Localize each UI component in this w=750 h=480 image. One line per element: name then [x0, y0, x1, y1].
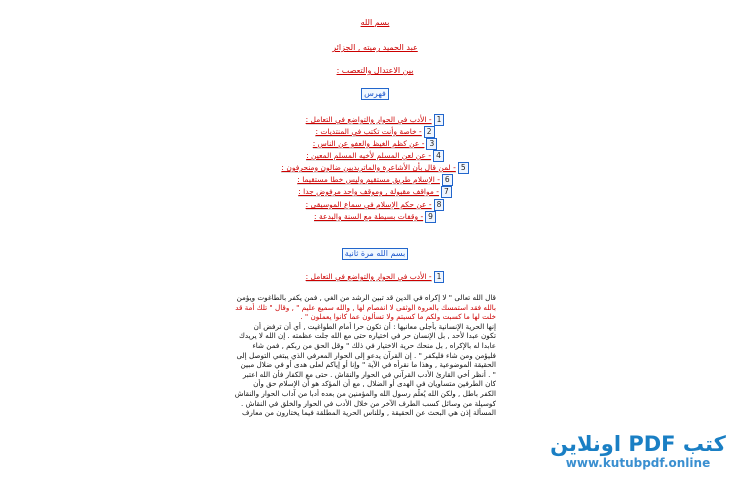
- basmala-text: بسم الله: [360, 18, 390, 27]
- section-heading: [0, 271, 750, 283]
- toc-item[interactable]: [0, 174, 750, 186]
- second-basmala-text: بسم الله مرة ثانية: [342, 248, 408, 260]
- subject-text: بين الاعتدال والتعصب :: [336, 66, 414, 75]
- toc-item-text: - عن لعن المسلم لأخيه المسلم المعين :: [306, 151, 432, 160]
- basmala-line: [0, 18, 750, 28]
- toc-item-number: 5: [458, 162, 469, 174]
- body-line: " . أنظر أخي القارئ الأدب القرآني في الحوار والنقاش . حتى مع الكفار فأن الله اعتبر: [242, 369, 496, 379]
- watermark-title: كتب PDF اونلاين: [550, 432, 726, 456]
- toc-item-text: - وقفات بسيطة مع السنة والبدعة :: [314, 212, 424, 221]
- body-line: قال الله تعالى " لا إكراه في الدين قد تبين الرشد من الغي , فمن يكفر بالطاغوت ويؤمن: [236, 293, 496, 302]
- section-heading-text: - الأدب في الحوار والتواضع في التعامل :: [305, 272, 432, 281]
- author-line: [0, 43, 750, 53]
- toc-item-number: 2: [424, 126, 435, 138]
- toc-item-text: - عن كظم الغيظ والعفو عن الناس :: [312, 139, 425, 148]
- watermark: [538, 432, 738, 470]
- body-line: خلت لها ما كسبت ولكم ما كسبتم ولا تسألون عما كانوا يعملون " .: [300, 312, 496, 322]
- toc-item-number: 3: [426, 138, 437, 150]
- index-heading: [0, 88, 750, 100]
- toc-item-text: - لمن قال بأن الأشاعرة والماتريديين ضالون ومنحرفون :: [281, 163, 456, 172]
- toc-item[interactable]: [0, 211, 750, 223]
- author-text: عبد الحميد رميته , الجزائر: [332, 43, 418, 52]
- body-line: كوسيلة من وسائل كسب الطرف الآخر من خلال الأدب في الحوار والخلق في النقاش .: [241, 398, 496, 408]
- watermark-url: www.kutubpdf.online: [565, 456, 711, 470]
- body-line: تكون عبدا لأحد , بل الإنسان حر في اختياره حتى مع الله جلت عظمته . إن الله لا يريدك: [238, 331, 496, 341]
- toc-item-text: - مواقف مقبولة , وموقف واحد مرفوض جدا :: [298, 187, 439, 196]
- toc-item[interactable]: [0, 126, 750, 138]
- toc-item-text: - الإسلام طريق مستقيم وليس خطا مستقيما :: [297, 175, 440, 184]
- second-basmala-line: [0, 248, 750, 260]
- body-line: فليؤمن ومن شاء فليكفر " . إن القرآن يدعو إلى الحوار المعرفي الذي يبتغي التوصل إلى: [236, 350, 496, 360]
- toc-item-text: - خاصة وأنت تكتب في المنتديات :: [315, 127, 422, 136]
- toc-item[interactable]: [0, 162, 750, 174]
- toc-item-number: 9: [425, 211, 436, 223]
- toc-item-number: 1: [434, 114, 445, 126]
- subject-line: [0, 66, 750, 76]
- toc-item-text: - الأدب في الحوار والتواضع في التعامل :: [305, 115, 432, 124]
- body-line: بالله فقد استمسك بالعروة الوثقى لا انفصام لها , والله سميع عليم " , وقال " تلك أمة قد: [235, 302, 496, 312]
- body-line: المسألة إذن هي البحث عن الحقيقة , وللناس الحرية المطلقة فيما يختارون من معارف: [241, 408, 496, 418]
- toc-item-text: - عن حكم الإسلام في سماع الموسيقى :: [305, 200, 432, 209]
- toc-item[interactable]: [0, 150, 750, 162]
- body-line: الكفر باطل , ولكن الله يُعلّم رسول الله والمؤمنين من بعده أدبا من آداب الحوار والنقاش: [234, 388, 496, 398]
- toc-item-number: 8: [434, 199, 445, 211]
- toc-item[interactable]: [0, 199, 750, 211]
- toc-item-number: 4: [433, 150, 444, 162]
- toc-item-number: 7: [441, 186, 452, 198]
- toc-item[interactable]: [0, 114, 750, 126]
- toc-item[interactable]: [0, 138, 750, 150]
- toc-item[interactable]: [0, 186, 750, 198]
- body-line: إنها الحرية الإنسانية بأجلى معانيها : أن تكون حرا أمام الطواغيت , أي أن ترفض أن: [253, 321, 496, 331]
- body-line: عابدا له بالإكراه , بل منحك حرية الاختيار في ذلك " وقل الحق من ربكم , فمن شاء: [252, 340, 496, 350]
- toc-item-number: 6: [442, 174, 453, 186]
- index-label: فهرس: [361, 88, 389, 100]
- body-line: الحقيقة الموضوعية , وهذا ما نقرأه في الآية " وإنا أو إياكم لعلى هدى أو في ضلال مبين: [240, 360, 496, 370]
- body-line: كان الطرفين متساويان في الهدى أو الضلال , مع أن المؤكد هو أن الإسلام حق وأن: [253, 379, 496, 389]
- section-heading-number: 1: [434, 271, 445, 283]
- body-paragraph: [196, 293, 496, 418]
